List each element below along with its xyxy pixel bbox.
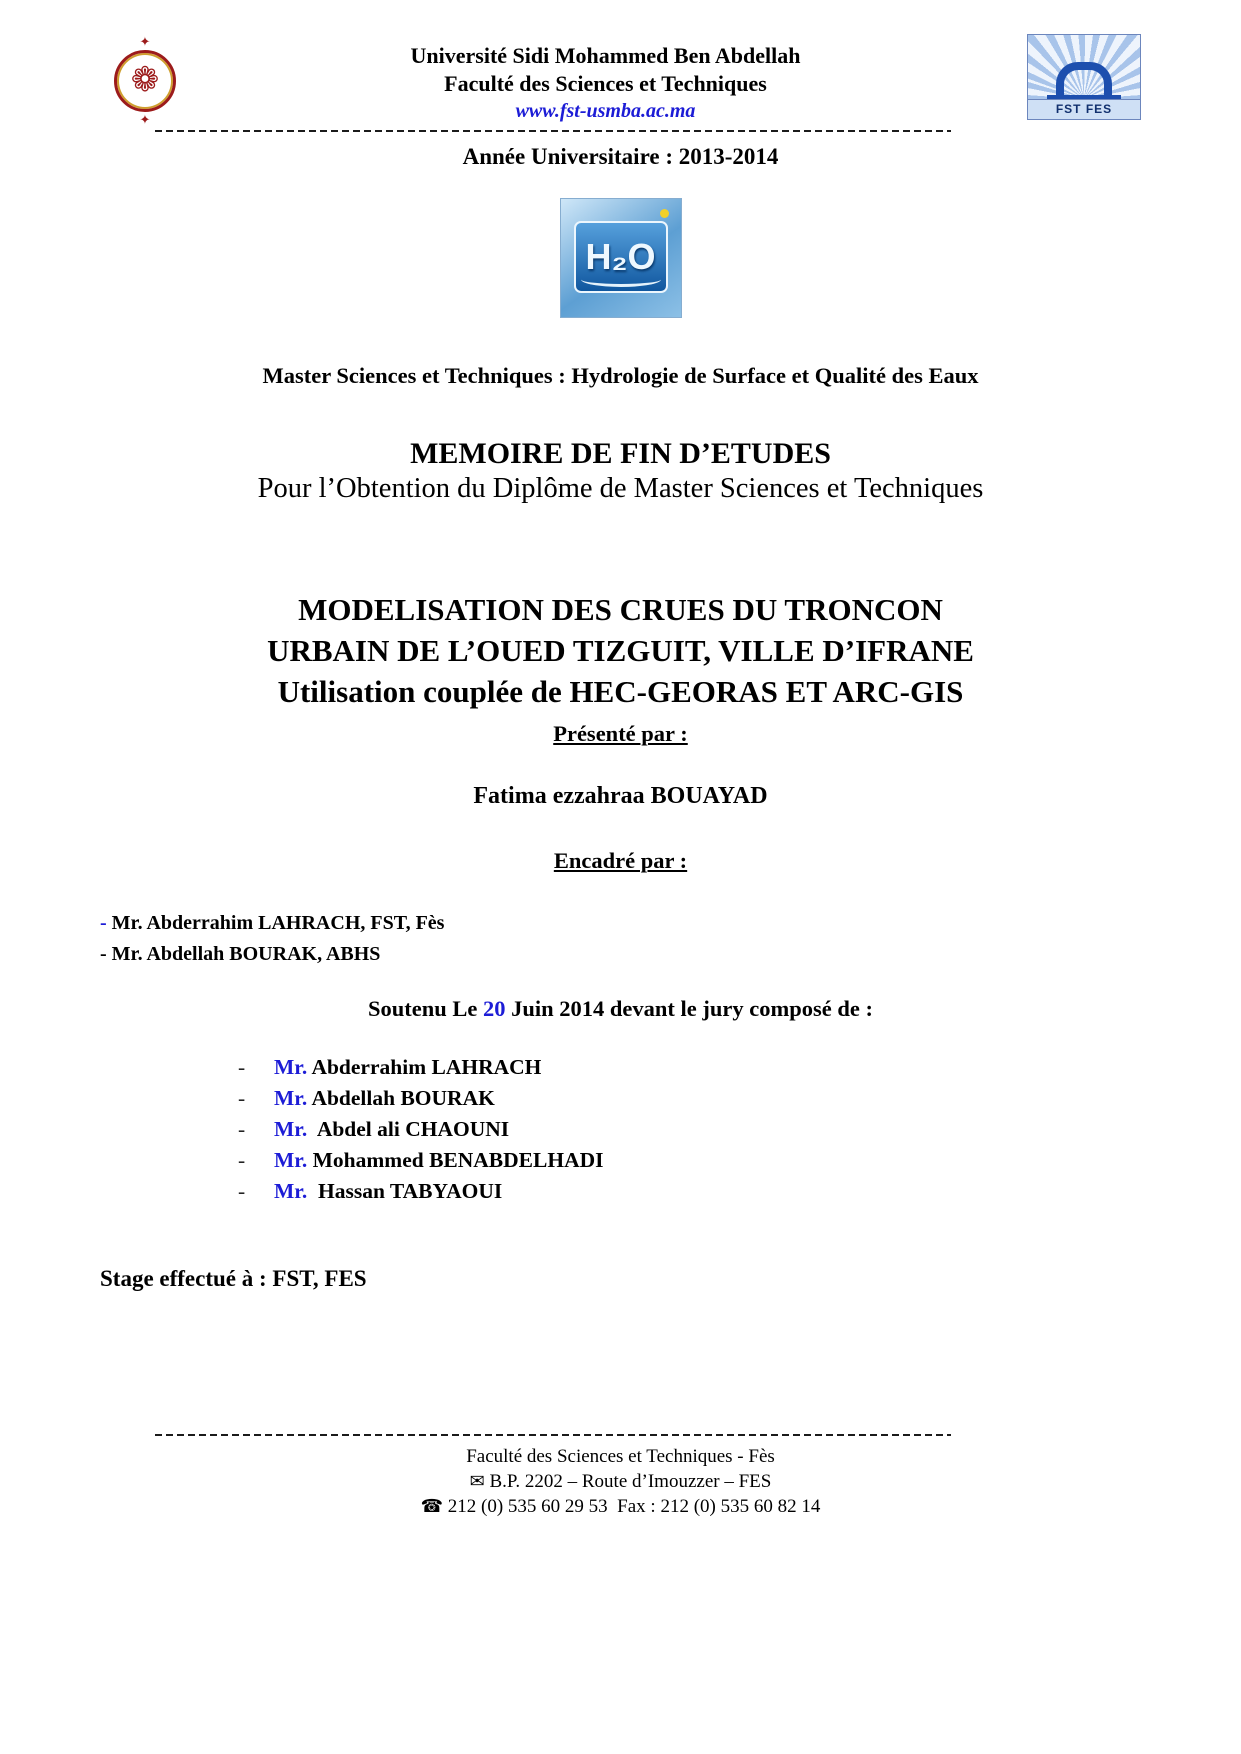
supervisors-list [100, 908, 1141, 970]
master-program-line: Master Sciences et Techniques : Hydrologie de Surface et Qualité des Eaux [262, 363, 979, 388]
h2o-logo-inner [574, 221, 668, 293]
h2o-logo-wrap [100, 198, 1141, 323]
jury-title: Mr. [274, 1179, 308, 1204]
supervised-by-label: Encadré par : [553, 847, 688, 873]
presented-by-label: Présenté par : [553, 720, 688, 746]
thesis-title-line3: Utilisation couplée de HEC-GEORAS ET ARC-GIS [277, 674, 964, 710]
supervisor-text: Mr. Abdellah BOURAK, ABHS [106, 942, 381, 965]
jury-dash: - [238, 1054, 246, 1079]
footer-faculty-line: Faculté des Sciences et Techniques - Fès [466, 1446, 775, 1467]
defense-line [100, 996, 1141, 1022]
jury-name: Hassan TABYAOUI [307, 1179, 503, 1204]
internship-location: Stage effectué à : FST, FES [100, 1265, 367, 1291]
jury-list [238, 1052, 1141, 1208]
jury-title: Mr. [274, 1054, 308, 1079]
supervised-by-label-row [100, 848, 1141, 874]
academic-year: Année Universitaire : 2013-2014 [462, 144, 779, 169]
university-emblem-icon [114, 50, 176, 112]
fst-logo-rays [1028, 35, 1140, 99]
memoire-title: MEMOIRE DE FIN D’ETUDES [410, 437, 831, 470]
defense-date-number: 20 [483, 995, 506, 1021]
candidate-name: Fatima ezzahraa BOUAYAD [473, 782, 768, 809]
faculty-name: Faculté des Sciences et Techniques [444, 71, 767, 97]
phone-icon: ☎ [420, 1496, 444, 1517]
jury-name: Abdel ali CHAOUNI [307, 1117, 510, 1141]
supervisor-text: Mr. Abderrahim LAHRACH, FST, Fès [106, 911, 445, 934]
page-footer [100, 1430, 1141, 1519]
memoire-subtitle: Pour l’Obtention du Diplôme de Master Sciences et Techniques [257, 473, 984, 504]
supervisor-item [100, 939, 1141, 970]
jury-name: Abdellah BOURAK [307, 1085, 495, 1110]
jury-title: Mr. [274, 1148, 308, 1173]
logo-finial-icon: ✦ [139, 34, 151, 49]
presented-by-label-row [100, 721, 1141, 747]
fst-base-line [1047, 95, 1121, 99]
jury-name: Mohammed BENABDELHADI [307, 1148, 604, 1173]
h2o-logo-text: H₂O [585, 236, 656, 277]
jury-dash: - [238, 1117, 246, 1141]
logo-base-icon: ✦ [139, 112, 151, 127]
jury-member-row [238, 1145, 1141, 1176]
jury-dash: - [238, 1148, 246, 1173]
emblem-glyph: ❁ [130, 62, 160, 99]
jury-member-row [238, 1083, 1141, 1114]
supervisor-item [100, 908, 1141, 939]
fst-logo-label: FST FES [1028, 99, 1140, 119]
mail-icon: ✉ [469, 1471, 485, 1492]
footer-divider [155, 1434, 951, 1436]
jury-member-row [238, 1052, 1141, 1083]
defense-prefix: Soutenu Le [367, 995, 484, 1021]
supervisor-dash: - [100, 911, 107, 934]
page-header [100, 34, 1141, 126]
thesis-title-line2: URBAIN DE L’OUED TIZGUIT, VILLE D’IFRANE [267, 633, 974, 669]
jury-name: Abderrahim LAHRACH [307, 1054, 542, 1079]
jury-title: Mr. [274, 1117, 308, 1141]
supervisor-dash: - [100, 942, 107, 965]
university-logo [106, 34, 184, 126]
university-name: Université Sidi Mohammed Ben Abdellah [410, 43, 801, 68]
thesis-title [100, 589, 1141, 713]
jury-member-row [238, 1114, 1141, 1145]
jury-member-row [238, 1176, 1141, 1207]
header-text [184, 34, 1027, 124]
fst-arch-icon [1056, 62, 1112, 96]
jury-dash: - [238, 1179, 246, 1204]
footer-phone-text: 212 (0) 535 60 29 53 Fax : 212 (0) 535 60 82 14 [447, 1496, 821, 1518]
fst-fes-logo [1027, 34, 1141, 120]
website-link[interactable]: www.fst-usmba.ac.ma [515, 100, 696, 123]
defense-suffix: Juin 2014 devant le jury composé de : [505, 995, 874, 1021]
jury-dash: - [238, 1085, 246, 1110]
footer-address-line [100, 1469, 1141, 1494]
thesis-title-line1: MODELISATION DES CRUES DU TRONCON [298, 592, 943, 627]
footer-address-text: B.P. 2202 – Route d’Imouzzer – FES [489, 1471, 772, 1493]
jury-title: Mr. [274, 1085, 308, 1110]
footer-phone-line [100, 1494, 1141, 1519]
h2o-logo [560, 198, 682, 318]
header-divider [155, 130, 951, 132]
